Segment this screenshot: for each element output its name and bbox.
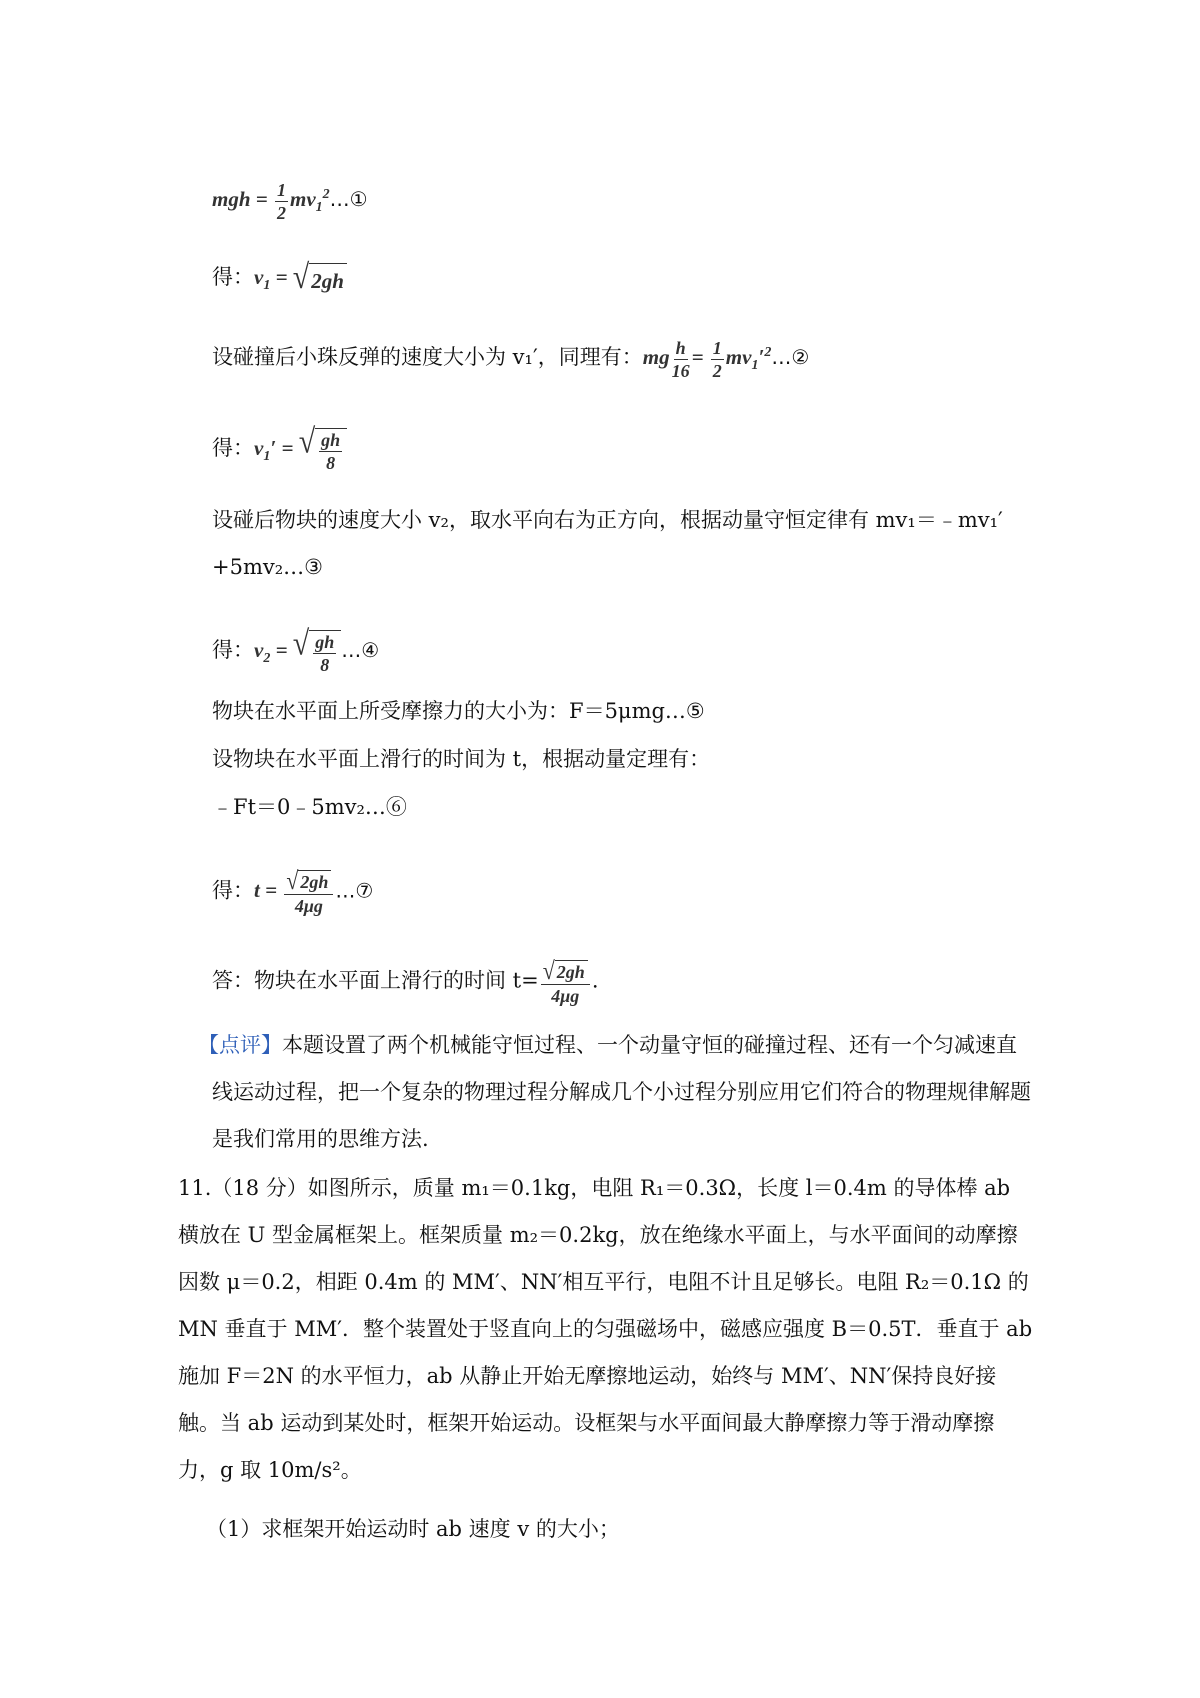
result-v2-prefix: 得：	[212, 637, 254, 662]
result-t-math: t = √ 2gh 4μg	[254, 878, 335, 902]
impulse-intro: 设物块在水平面上滑行的时间为 t，根据动量定理有：	[212, 747, 711, 771]
result-v1-math: $v_1$ = √ 2gh	[254, 265, 347, 289]
momentum-equation-line1: 设碰后物块的速度大小 v₂，取水平向右为正方向，根据动量守恒定律有 mv₁＝﹣mv₁′	[212, 508, 1003, 532]
problem-11-text: （18 分）如图所示，质量 m₁＝0.1kg，电阻 R₁＝0.3Ω，长度 l＝0.4m 的导体棒 ab 横放在 U 型金属框架上。框架质量 m₂＝0.2kg，放在绝缘水平面上，与水平面间的动摩擦因数 μ＝0.2，相距 0.4m 的 MM′、NN′相互平行，电阻不计且足够长。电阻 R₂＝0.1Ω 的 MN 垂直于 MM′．整个装置处于竖直向上的匀强磁场中，磁感应强度 B＝0.5T．垂直于 ab 施加 F＝2N 的水平恒力，ab 从静止开始无摩擦地运动，始终与 MM′、NN′保持良好接触。当 ab 运动到某处时，框架开始运动。设框架与水平面间最大静摩擦力等于滑动摩擦力，g 取 10m/s²。	[178, 1176, 1033, 1482]
comment-paragraph	[198, 1022, 1032, 1163]
result-t-prefix: 得：	[212, 878, 254, 903]
impulse-equation: ﹣Ft＝0﹣5mv₂…⑥	[212, 795, 407, 819]
equation-1-marker: …①	[329, 187, 368, 211]
equation-2	[212, 338, 809, 381]
equation-1-math: mgh = $\frac{1}{2}$ $mv_1^2$	[212, 179, 330, 223]
answer-suffix: .	[591, 968, 599, 993]
comment-text: 本题设置了两个机械能守恒过程、一个动量守恒的碰撞过程、还有一个匀减速直线运动过程，把一个复杂的物理过程分解成几个小过程分别应用它们符合的物理规律解题是我们常用的思维方法.	[212, 1033, 1031, 1151]
result-v2	[212, 624, 380, 675]
result-t	[212, 866, 374, 916]
answer-text: 答：物块在水平面上滑行的时间 t=	[212, 968, 539, 993]
equation-1	[212, 180, 368, 223]
result-v1-prime-math: $v_1'$ = √ $\frac{gh}{8}$	[254, 436, 347, 460]
answer-math: √ 2gh 4μg	[539, 968, 592, 992]
momentum-equation-line2: +5mv₂…③	[212, 555, 323, 579]
friction-force: 物块在水平面上所受摩擦力的大小为：F＝5μmg…⑤	[212, 699, 705, 723]
equation-2-marker: …②	[771, 345, 810, 369]
comment-label: 【点评】	[198, 1033, 282, 1057]
equation-2-text: 设碰撞后小珠反弹的速度大小为 v₁′，同理有：	[212, 345, 643, 369]
result-v1-prime	[212, 422, 347, 473]
problem-11	[178, 1165, 1034, 1494]
result-t-marker: …⑦	[335, 878, 374, 903]
result-v2-math: $v_2$ = √ $\frac{gh}{8}$	[254, 638, 341, 662]
equation-2-math: mg $\frac{h}{16}$ = $\frac{1}{2}$ $mv_1'^2$	[642, 337, 772, 381]
answer-line	[212, 956, 599, 1006]
result-v1	[212, 257, 347, 301]
result-v2-marker: …④	[341, 637, 380, 662]
problem-11-subquestion-1: （1）求框架开始运动时 ab 速度 v 的大小；	[206, 1517, 620, 1541]
result-v1-prefix: 得：	[212, 265, 254, 289]
result-v1-prime-prefix: 得：	[212, 435, 254, 460]
problem-11-number: 11.	[178, 1176, 212, 1200]
